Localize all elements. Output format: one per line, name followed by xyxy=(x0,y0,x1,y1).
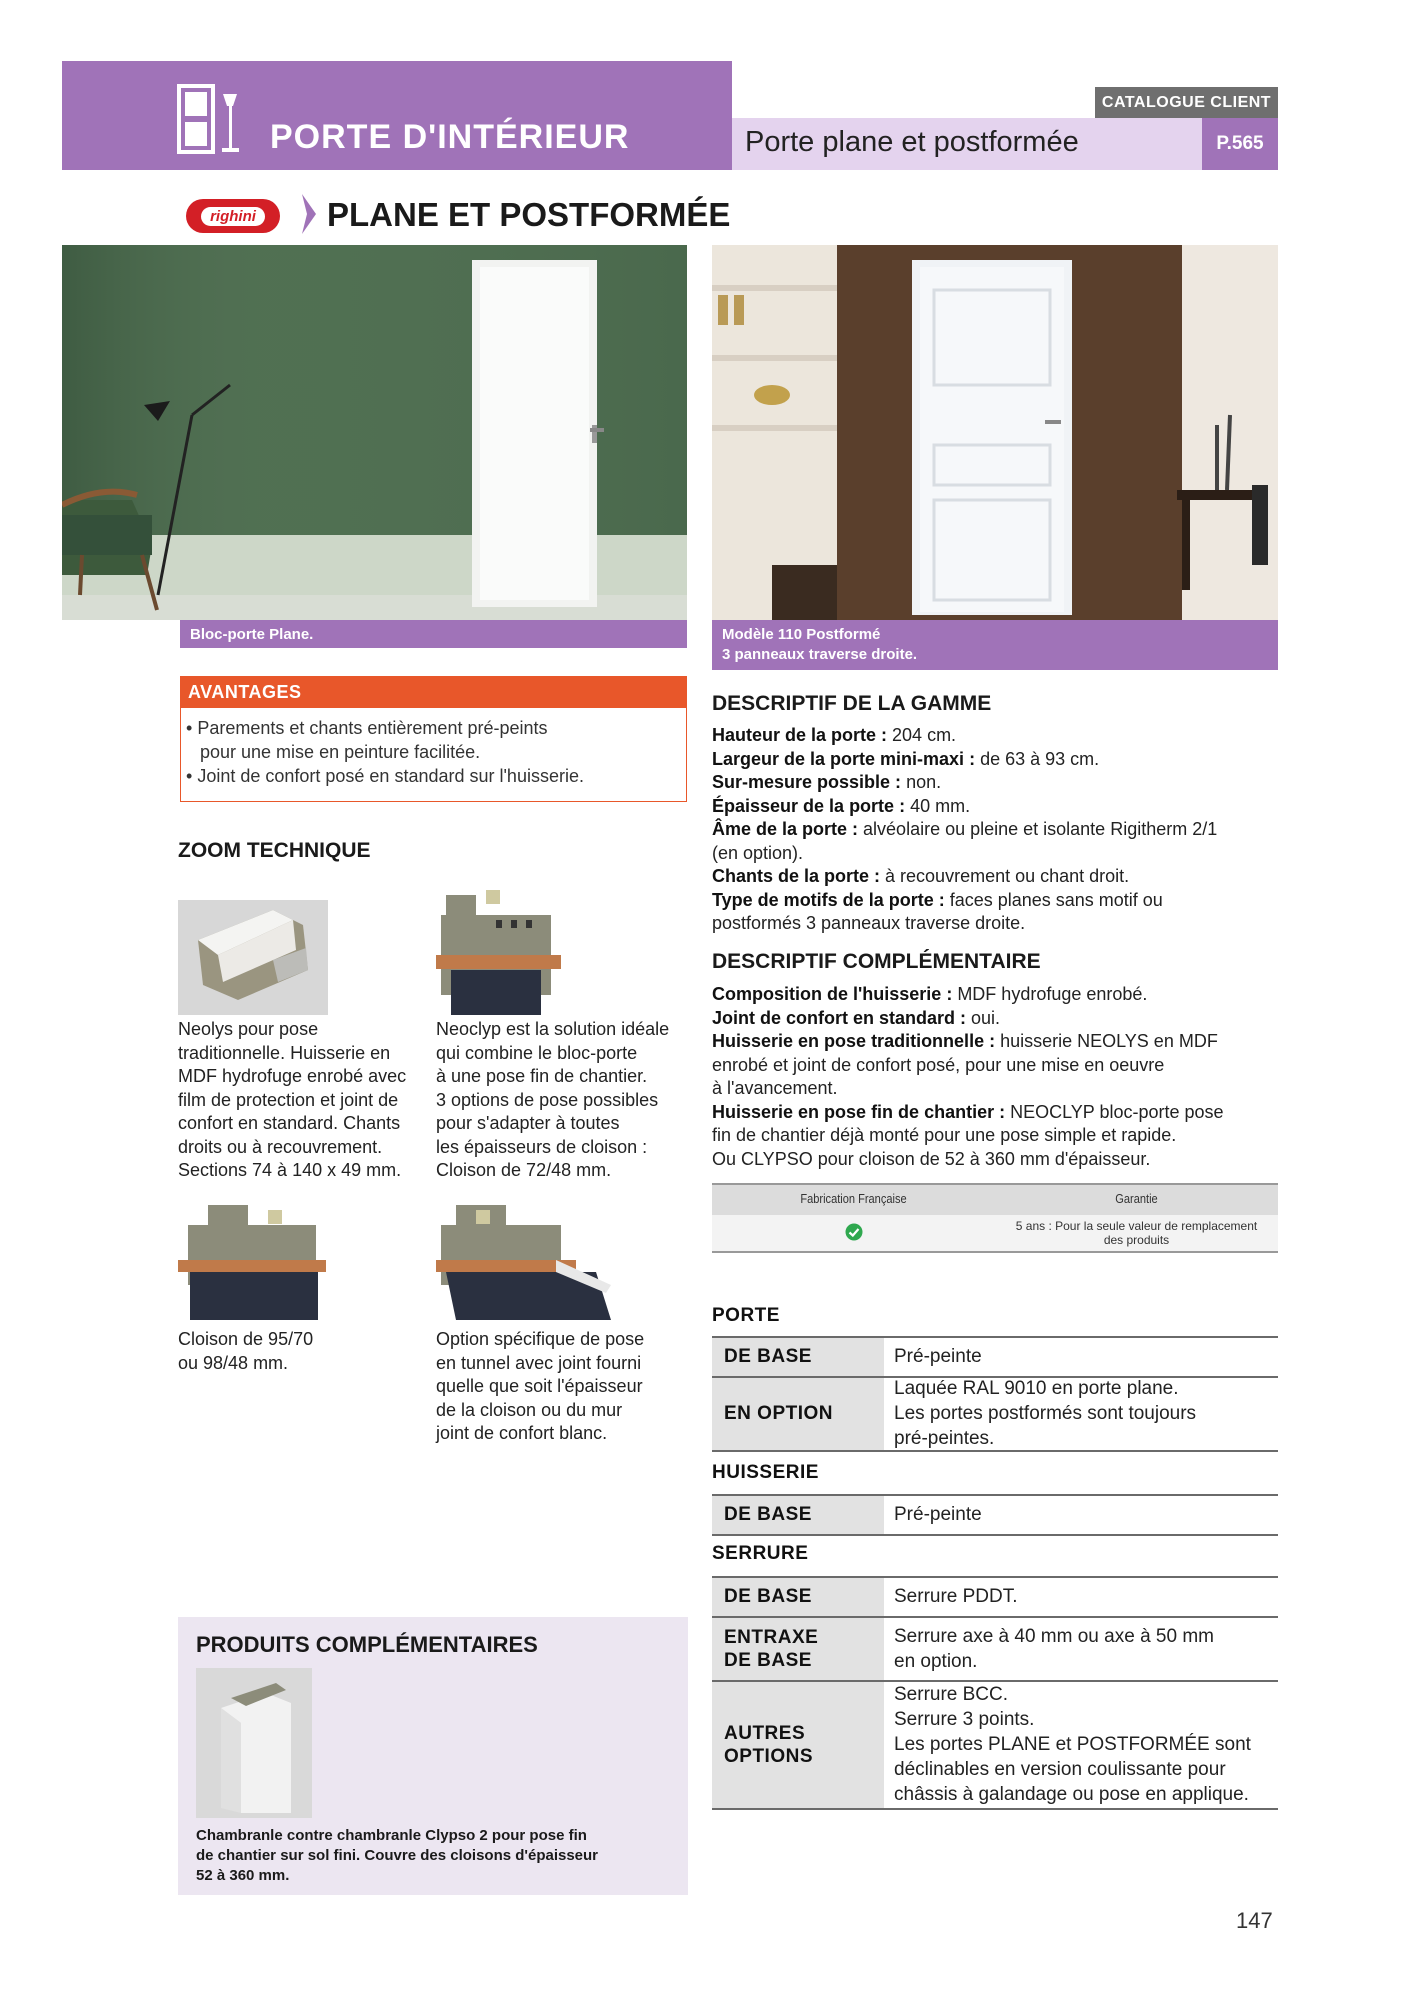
garantie-table xyxy=(712,1183,1278,1253)
produits-complementaires-heading: PRODUITS COMPLÉMENTAIRES xyxy=(196,1632,538,1657)
descriptif-complementaire-list xyxy=(712,983,1278,1171)
row-value: Pré-peinte xyxy=(894,1504,982,1525)
list-item: • Joint de confort posé en standard sur l'huisserie. xyxy=(186,766,584,786)
row-label: ENTRAXE DE BASE xyxy=(712,1618,884,1680)
page-ref-badge: P.565 xyxy=(1202,118,1278,170)
descriptif-complementaire-heading: DESCRIPTIF COMPLÉMENTAIRE xyxy=(712,950,1041,973)
table-row xyxy=(712,1682,1278,1810)
page-number: 147 xyxy=(1236,1908,1273,1933)
photo-modele-110-postforme xyxy=(712,245,1278,620)
spec-row: Composition de l'huisserie : MDF hydrofuge enrobé. xyxy=(712,984,1148,1004)
photo-caption xyxy=(712,620,1278,670)
spec-row: Épaisseur de la porte : 40 mm. xyxy=(712,795,971,816)
row-value: Pré-peinte xyxy=(894,1346,982,1367)
neoclyp-image xyxy=(436,890,566,1015)
list-item: • Parements et chants entièrement pré-peints pour une mise en peinture facilitée. xyxy=(186,718,548,762)
photo-caption: Bloc-porte Plane. xyxy=(180,620,687,648)
chambranle-image xyxy=(196,1668,312,1818)
row-label: DE BASE xyxy=(712,1496,884,1534)
check-circle-icon xyxy=(845,1223,863,1241)
chevron-right-icon xyxy=(300,192,318,236)
table-row xyxy=(712,1338,1278,1378)
tunnel-image xyxy=(436,1205,616,1320)
cloison-description: Cloison de 95/70 ou 98/48 mm. xyxy=(178,1329,314,1373)
spec-row: Âme de la porte : alvéolaire ou pleine et isolante Rigitherm 2/1 (en option). xyxy=(712,819,1218,863)
caption-line: Modèle 110 Postformé xyxy=(722,626,881,643)
col-header: Garantie xyxy=(1115,1191,1158,1206)
row-label: AUTRES OPTIONS xyxy=(712,1682,884,1808)
descriptif-gamme-heading: DESCRIPTIF DE LA GAMME xyxy=(712,692,992,715)
tunnel-description: Option spécifique de pose en tunnel avec joint fourni quelle que soit l'épaisseur de la cloison ou du mur joint de confort blanc. xyxy=(436,1329,645,1443)
serrure-section-title: SERRURE xyxy=(712,1543,809,1564)
brand-logo xyxy=(186,199,280,233)
descriptif-gamme-list xyxy=(712,724,1278,936)
table-row xyxy=(712,1496,1278,1536)
row-label: EN OPTION xyxy=(712,1378,884,1450)
neoclyp-description: Neoclyp est la solution idéale qui combine le bloc-porte à une pose fin de chantier. 3 options de pose possibles pour s'adapter à toutes les épaisseurs de cloison : Cloison de 72/48 mm. xyxy=(436,1019,670,1180)
caption-line: 3 panneaux traverse droite. xyxy=(722,646,918,663)
door-lamp-icon xyxy=(175,84,245,154)
row-label: DE BASE xyxy=(712,1578,884,1616)
row-value: Serrure axe à 40 mm ou axe à 50 mm en option. xyxy=(894,1626,1214,1672)
spec-row: Type de motifs de la porte : faces planes sans motif ou postformés 3 panneaux traverse droite. xyxy=(712,889,1163,933)
produits-complementaires-text: Chambranle contre chambranle Clypso 2 pour pose fin de chantier sur sol fini. Couvre des cloisons d'épaisseur 52 à 360 mm. xyxy=(196,1827,599,1884)
spec-row: Largeur de la porte mini-maxi : de 63 à 93 cm. xyxy=(712,748,1100,769)
garantie-value: 5 ans : Pour la seule valeur de remplacement des produits xyxy=(1015,1219,1258,1247)
porte-section-title: PORTE xyxy=(712,1305,780,1326)
row-label: DE BASE xyxy=(712,1338,884,1376)
table-row xyxy=(712,1618,1278,1682)
catalogue-badge: CATALOGUE CLIENT xyxy=(1095,87,1278,118)
huisserie-section-title: HUISSERIE xyxy=(712,1462,819,1483)
row-value: Laquée RAL 9010 en porte plane. Les portes postformés sont toujours pré-peintes. xyxy=(894,1378,1197,1449)
table-row xyxy=(712,1378,1278,1452)
neolys-description: Neolys pour pose traditionnelle. Huisserie en MDF hydrofuge enrobé avec film de protection et joint de confort en standard. Chants droits ou à recouvrement. Sections 74 à 140 x 49 mm. xyxy=(178,1019,407,1180)
neolys-image xyxy=(178,900,328,1015)
photo-bloc-porte-plane xyxy=(62,245,687,620)
header-subtitle: Porte plane et postformée xyxy=(745,126,1079,158)
spec-row: Chants de la porte : à recouvrement ou chant droit. xyxy=(712,866,1130,886)
section-title: PLANE ET POSTFORMÉE xyxy=(327,196,731,233)
header-title: PORTE D'INTÉRIEUR xyxy=(270,118,630,156)
table-row xyxy=(712,1578,1278,1618)
spec-row: Huisserie en pose fin de chantier : NEOCLYP bloc-porte pose fin de chantier déjà monté pour une pose simple et rapide. Ou CLYPSO pour cloison de 52 à 360 mm d'épaisseur. xyxy=(712,1101,1224,1169)
brand-name: righini xyxy=(201,207,265,226)
avantages-heading: AVANTAGES xyxy=(180,676,687,708)
row-value: Serrure PDDT. xyxy=(894,1586,1018,1607)
spec-row: Hauteur de la porte : 204 cm. xyxy=(712,725,957,745)
spec-row: Huisserie en pose traditionnelle : huisserie NEOLYS en MDF enrobé et joint de confort posé, pour une mise en oeuvre à l'avancement. xyxy=(712,1031,1218,1098)
row-value: Serrure BCC. Serrure 3 points. Les portes PLANE et POSTFORMÉE sont déclinables en version coulissante pour châssis à galandage ou pose en applique. xyxy=(894,1684,1251,1805)
avantages-list xyxy=(182,716,682,788)
cloison-image xyxy=(178,1205,326,1320)
col-header: Fabrication Française xyxy=(800,1191,907,1206)
spec-row: Sur-mesure possible : non. xyxy=(712,772,942,792)
zoom-technique-heading: ZOOM TECHNIQUE xyxy=(178,839,371,862)
spec-row: Joint de confort en standard : oui. xyxy=(712,1007,1001,1028)
